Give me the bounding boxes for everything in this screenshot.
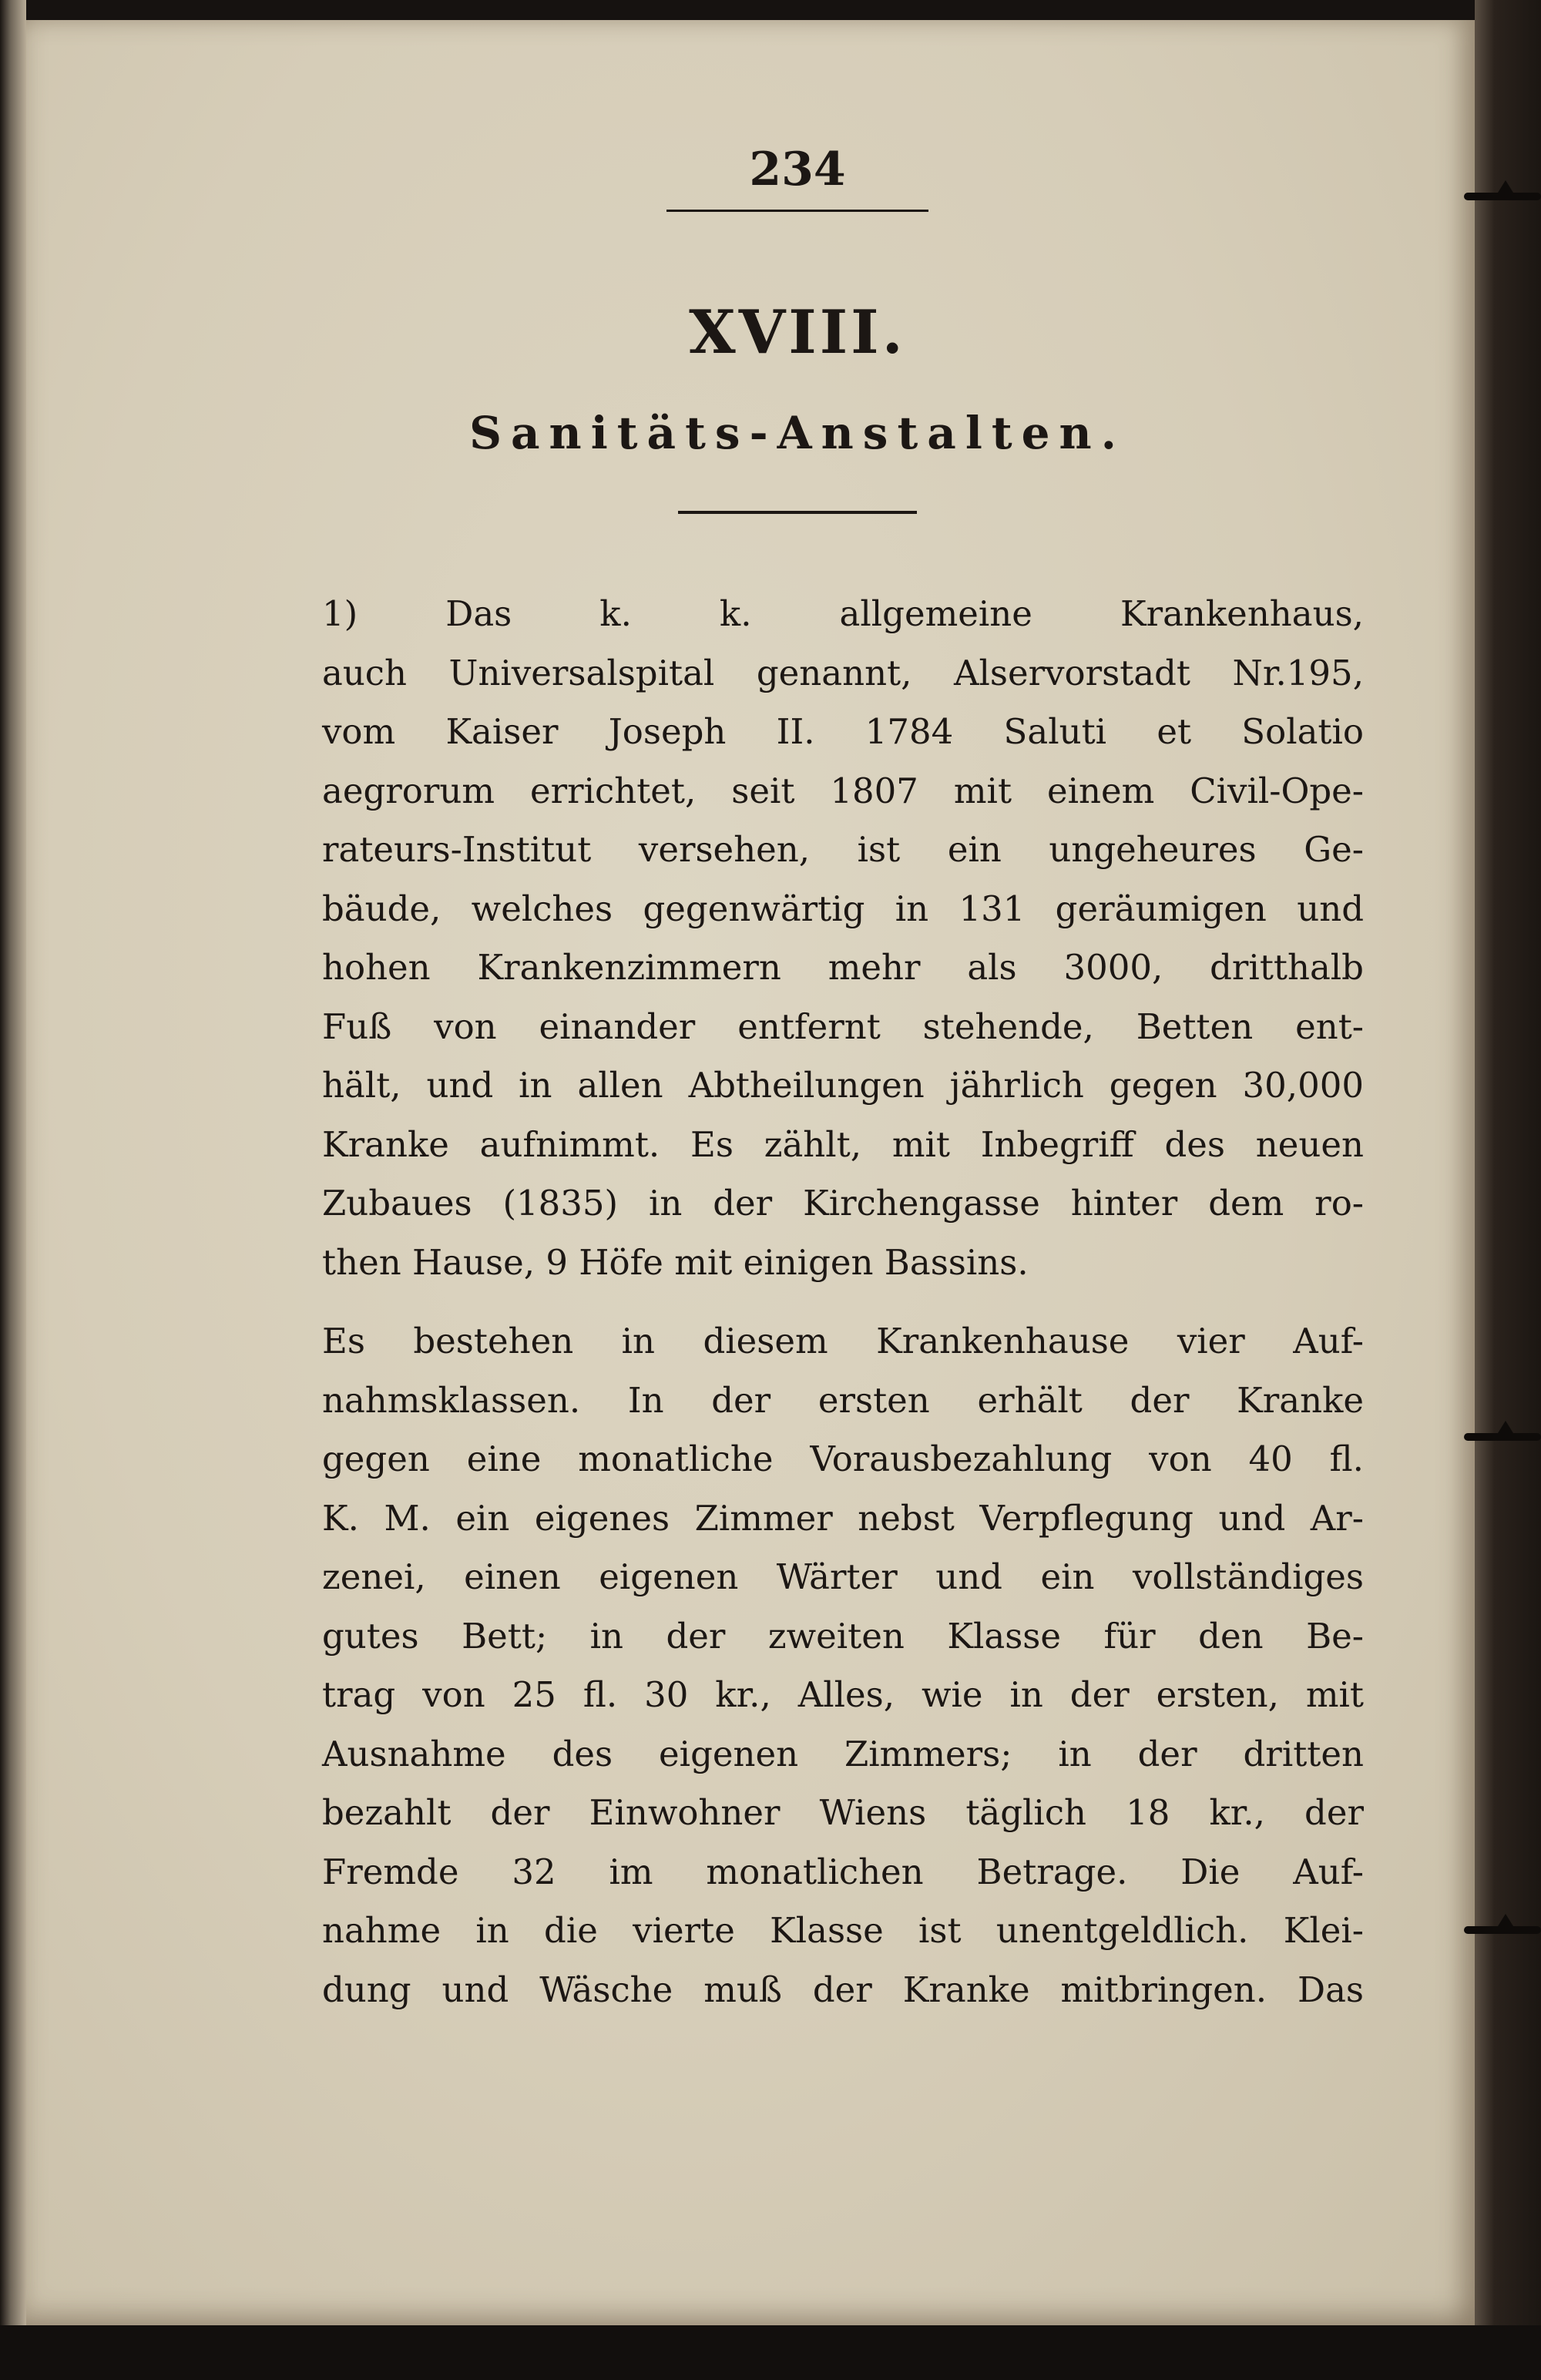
section-rule — [678, 511, 917, 514]
scan-bottom-edge — [0, 2325, 1541, 2380]
text-line: nahme in die vierte Klasse ist unentgeldlich. Klei- — [322, 1910, 1364, 1951]
paragraph-hospital-description — [231, 585, 1364, 1292]
text-line: vom Kaiser Joseph II. 1784 Saluti et Solatio — [322, 711, 1364, 752]
text-line: gegen eine monatliche Vorausbezahlung von 40 fl. — [322, 1438, 1364, 1479]
chapter-number: XVIII. — [689, 297, 906, 368]
page-number: 234 — [749, 143, 846, 196]
text-line: 1) Das k. k. allgemeine Krankenhaus, — [322, 593, 1364, 634]
section-title: Sanitäts-Anstalten. — [469, 407, 1126, 459]
text-line: aegrorum errichtet, seit 1807 mit einem Civil-Ope- — [322, 770, 1364, 811]
paragraph-admission-classes — [231, 1312, 1364, 2019]
text-line: hält, und in allen Abtheilungen jährlich gegen 30,000 — [322, 1065, 1364, 1106]
text-line: Kranke aufnimmt. Es zählt, mit Inbegriff des neuen — [322, 1123, 1364, 1165]
text-line: bezahlt der Einwohner Wiens täglich 18 kr., der — [322, 1792, 1364, 1833]
text-line: then Hause, 9 Höfe mit einigen Bassins. — [322, 1241, 1029, 1283]
facing-page-edge — [0, 0, 26, 2380]
text-line: rateurs-Institut versehen, ist ein ungeheures Ge- — [322, 829, 1364, 870]
text-line: trag von 25 fl. 30 kr., Alles, wie in der ersten, mit — [322, 1674, 1364, 1715]
text-line: auch Universalspital genannt, Alservorstadt Nr.195, — [322, 652, 1364, 693]
text-line: hohen Krankenzimmern mehr als 3000, dritthalb — [322, 947, 1364, 988]
book-binding — [1475, 0, 1541, 2380]
text-line: Es bestehen in diesem Krankenhause vier Auf- — [322, 1321, 1364, 1361]
binding-stitch — [1464, 1433, 1541, 1441]
text-line: Fuß von einander entfernt stehende, Betten ent- — [322, 1005, 1364, 1047]
text-line: K. M. ein eigenes Zimmer nebst Verpflegung und Ar- — [322, 1497, 1364, 1539]
binding-stitch — [1464, 193, 1541, 200]
text-line: zenei, einen eigenen Wärter und ein vollständiges — [322, 1556, 1364, 1597]
text-line: bäude, welches gegenwärtig in 131 geräumigen und — [322, 888, 1364, 929]
page-content — [231, 116, 1364, 2019]
text-line: dung und Wäsche muß der Kranke mitbringen. Das — [322, 1969, 1364, 2010]
text-line: Fremde 32 im monatlichen Betrage. Die Auf- — [322, 1851, 1364, 1892]
text-line: gutes Bett; in der zweiten Klasse für den Be- — [322, 1615, 1364, 1657]
text-line: Ausnahme des eigenen Zimmers; in der dritten — [322, 1733, 1364, 1774]
text-line: nahmsklassen. In der ersten erhält der Kranke — [322, 1379, 1364, 1421]
binding-stitch — [1464, 1926, 1541, 1934]
text-line: Zubaues (1835) in der Kirchengasse hinter dem ro- — [322, 1183, 1364, 1224]
header-rule — [666, 210, 928, 212]
